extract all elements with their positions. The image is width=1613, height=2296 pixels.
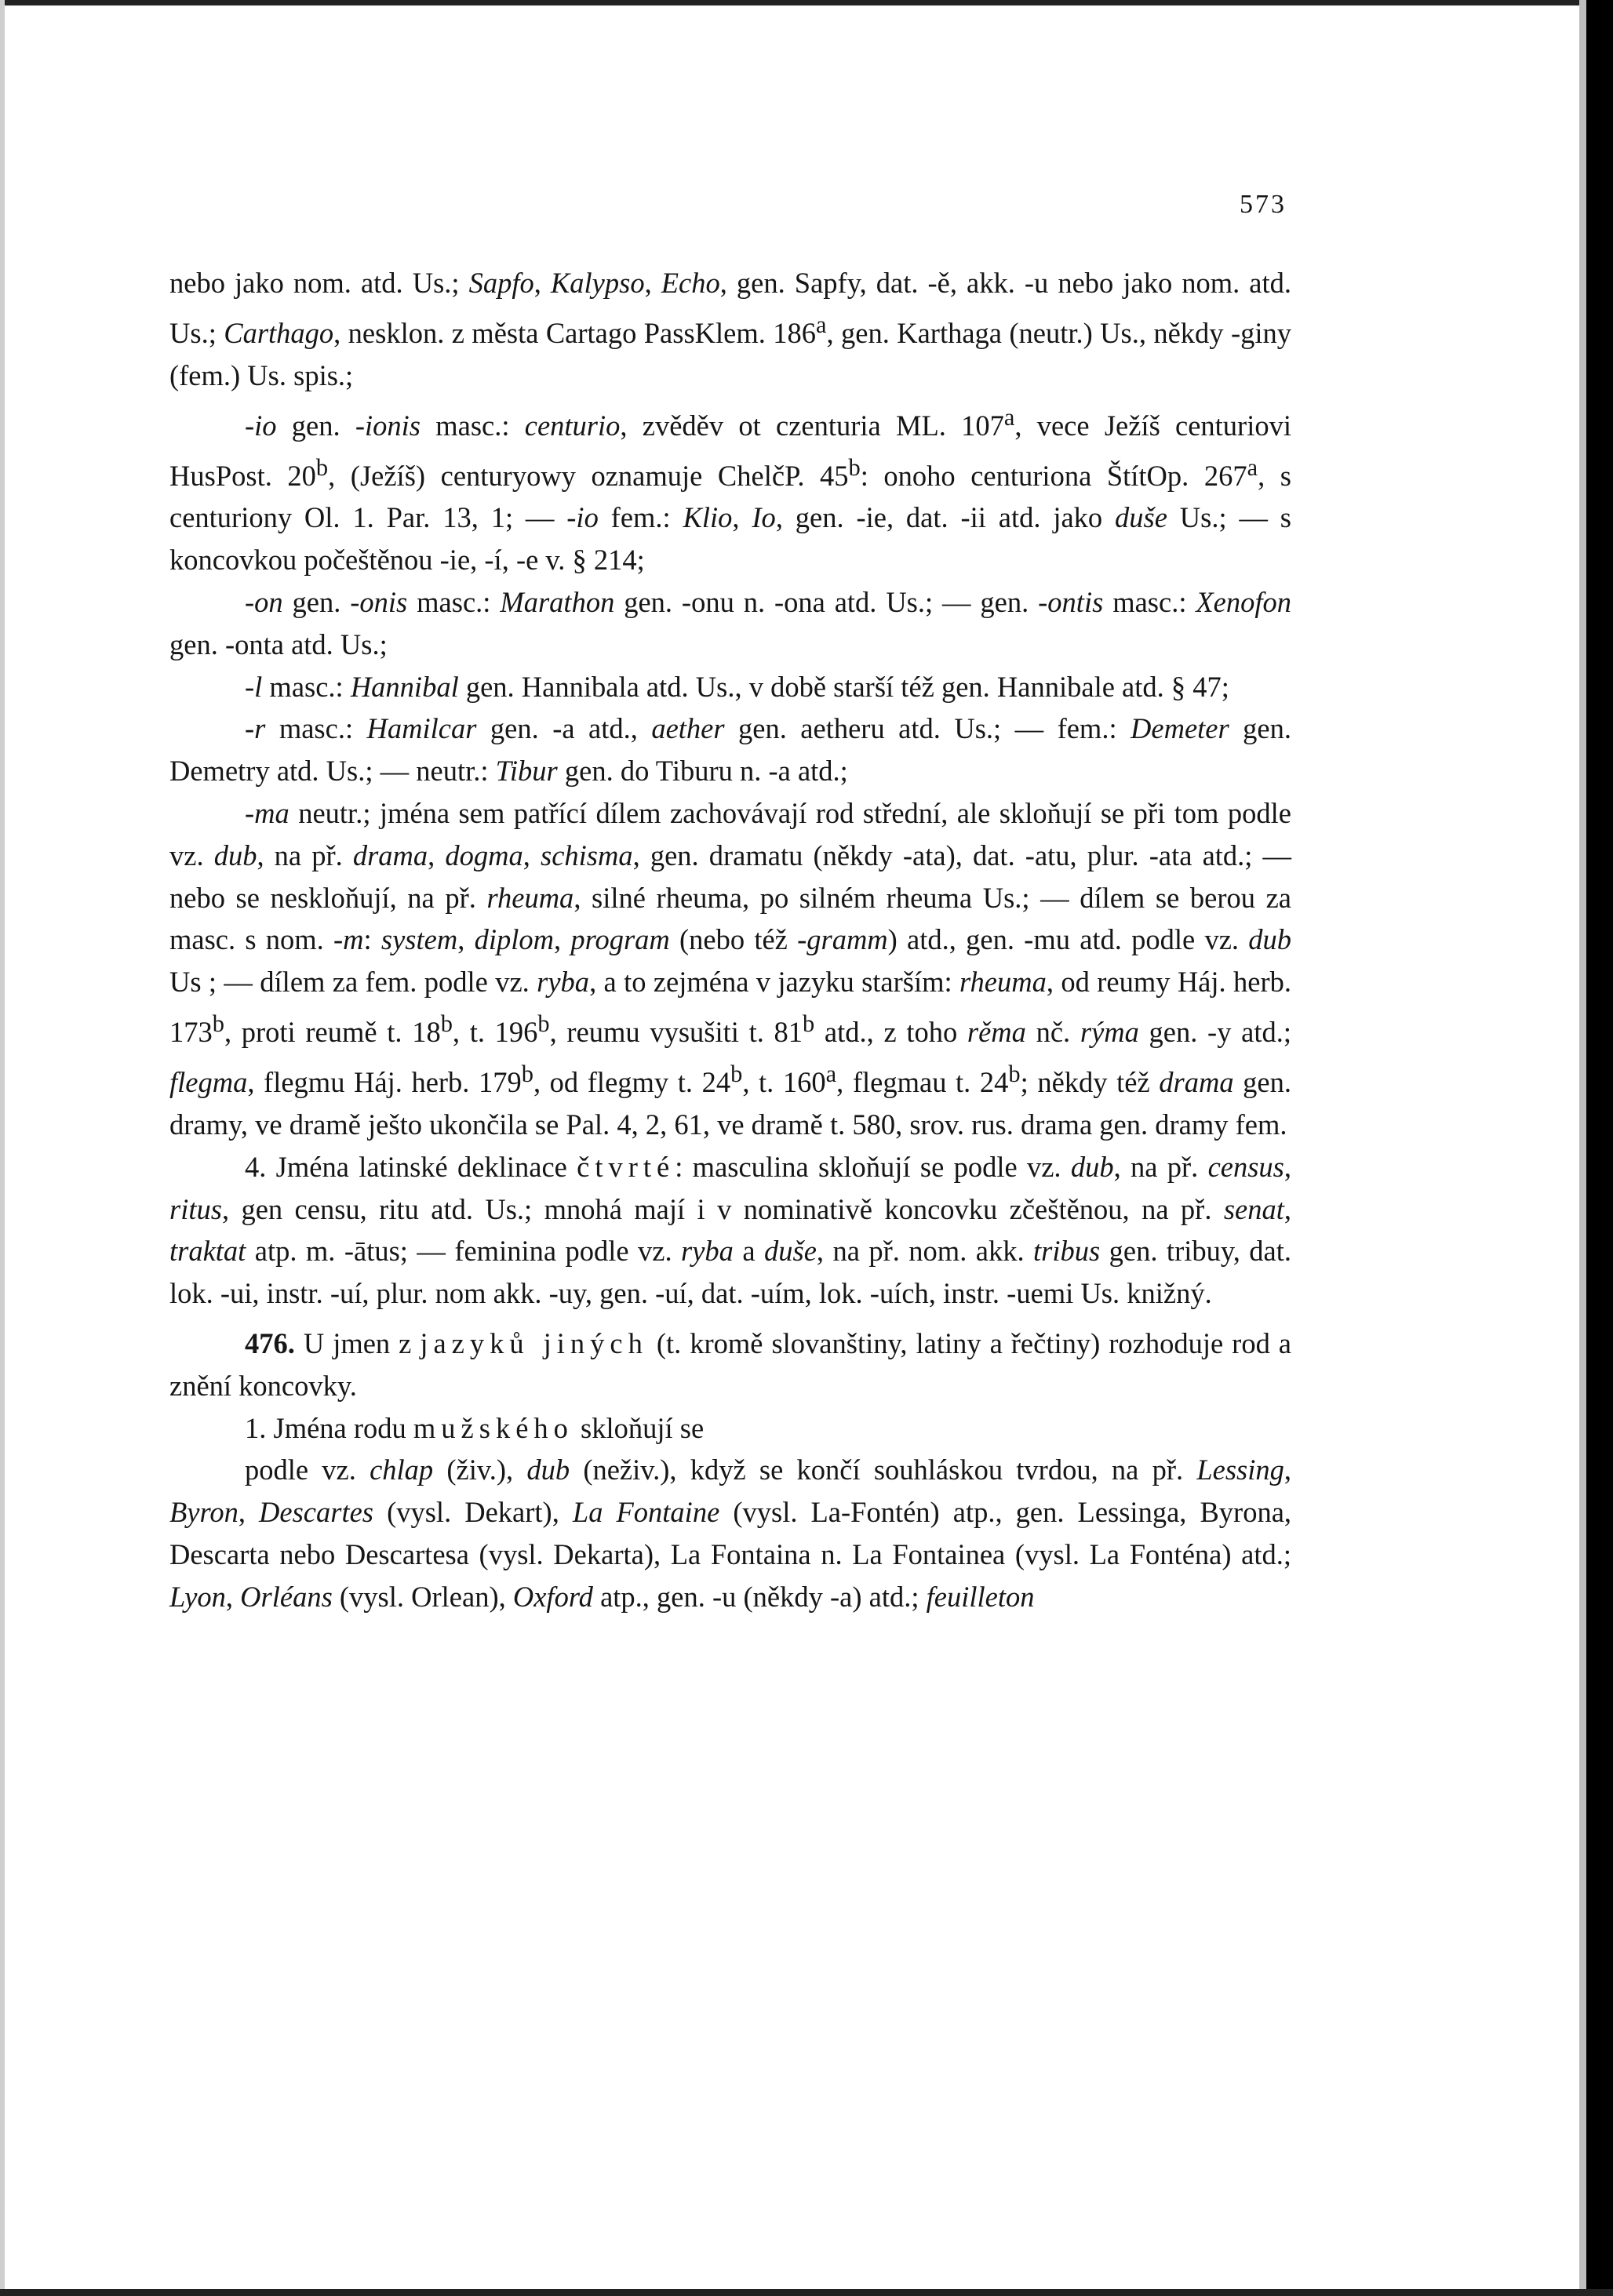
paragraph-ma: -ma neutr.; jména sem patřící dílem zachovávají rod střední, ale skloňují se při tom podle vz. dub, na př. drama, dogma, schisma, gen. dramatu (někdy -ata), dat. -atu, plur. -ata atd.; — nebo se neskloňují, na př. rheuma, silné rheuma, po silném rheuma Us.; — dílem se berou za masc. s nom. -m: system, diplom, program (nebo též -gramm) atd., gen. -mu atd. podle vz. dub Us ; — dílem za fem. podle vz. ryba, a to zejména v jazyku starším: rheuma, od reumy Háj. herb. 173$^b$, proti reumě t. 18$^b$, t. 196$^b$, reumu vysušiti t. 81$^b$ atd., z toho rěma nč. rýma gen. -y atd.; flegma, flegmu Háj. herb. 179$^b$, od flegmy t. 24$^b$, t. 160$^a$, flegmau t. 24$^b$; někdy též drama gen. dramy, ve dramě ješto ukončila se Pal. 4, 2, 61, ve dramě t. 580, srov. rus. drama gen. dramy fem. <box>169 797 1292 1141</box>
paragraph-r: -r masc.: Hamilcar gen. -a atd., aether gen. aetheru atd. Us.; — fem.: Demeter gen. Demetry atd. Us.; — neutr.: Tibur gen. do Tiburu n. -a atd.; <box>169 712 1292 788</box>
page-text <box>169 262 1291 1617</box>
scan-border-right-shade <box>1579 0 1586 2296</box>
paragraph-sapfo-carthago: nebo jako nom. atd. Us.; Sapfo, Kalypso, Echo, gen. Sapfy, dat. -ě, akk. -u nebo jako nom. atd. Us.; Carthago, nesklon. z města Cartago PassKlem. 186$^a$, gen. Karthaga (neutr.) Us., někdy -giny (fem.) Us. spis.; <box>169 267 1292 391</box>
page-number: 573 <box>1240 190 1287 219</box>
paragraph-io: -io gen. -ionis masc.: centurio, zvěděv ot czenturia ML. 107$^a$, vece Ježíš centuriovi HusPost. 20$^b$, (Ježíš) centuryowy oznamuje ChelčP. 45$^b$: onoho centuriona ŠtítOp. 267$^a$, s centuriony Ol. 1. Par. 13, 1; — -io fem.: Klio, Io, gen. -ie, dat. -ii atd. jako duše Us.; — s koncovkou počeštěnou -ie, -í, -e v. § 214; <box>169 403 1291 577</box>
scan-border-top <box>0 0 1613 5</box>
scan-border-left <box>0 0 5 2296</box>
paragraph-masculine-examples: podle vz. chlap (živ.), dub (neživ.), když se končí souhláskou tvrdou, na př. Lessing, Byron, Descartes (vysl. Dekart), La Fontaine (vysl. La-Fontén) atp., gen. Lessinga, Byrona, Descarta nebo Descartesa (vysl. Dekarta), La Fontaina n. La Fontainea (vysl. La Fonténa) atd.; Lyon, Orléans (vysl. Orlean), Oxford atp., gen. -u (někdy -a) atd.; feuilleton <box>169 1454 1292 1613</box>
paragraph-l: -l masc.: Hannibal gen. Hannibala atd. Us., v době starší též gen. Hannibale atd. § 47; <box>245 670 1229 703</box>
paragraph-on: -on gen. -onis masc.: Marathon gen. -onu n. -ona atd. Us.; — gen. -ontis masc.: Xenofon gen. -onta atd. Us.; <box>169 586 1291 660</box>
scan-border-right <box>1586 0 1613 2296</box>
scan-border-bottom <box>0 2289 1613 2296</box>
paragraph-masculine-intro: 1. Jména rodu mužského skloňují se <box>245 1411 705 1444</box>
paragraph-fourth-declension: 4. Jména latinské deklinace čtvrté: masculina skloňují se podle vz. dub, na př. census, ritus, gen censu, ritu atd. Us.; mnohá mají i v nominativě koncovku zčeštěnou, na př. senat, traktat atp. m. -ātus; — feminina podle vz. ryba a duše, na př. nom. akk. tribus gen. tribuy, dat. lok. -ui, instr. -uí, plur. nom akk. -uy, gen. -uí, dat. -uím, lok. -uích, instr. -uemi Us. knižný. <box>169 1150 1292 1310</box>
section-476-heading: 476. U jmen z jazyků jiných (t. kromě slovanštiny, latiny a řečtiny) rozhoduje rod a znění koncovky. <box>169 1326 1291 1402</box>
